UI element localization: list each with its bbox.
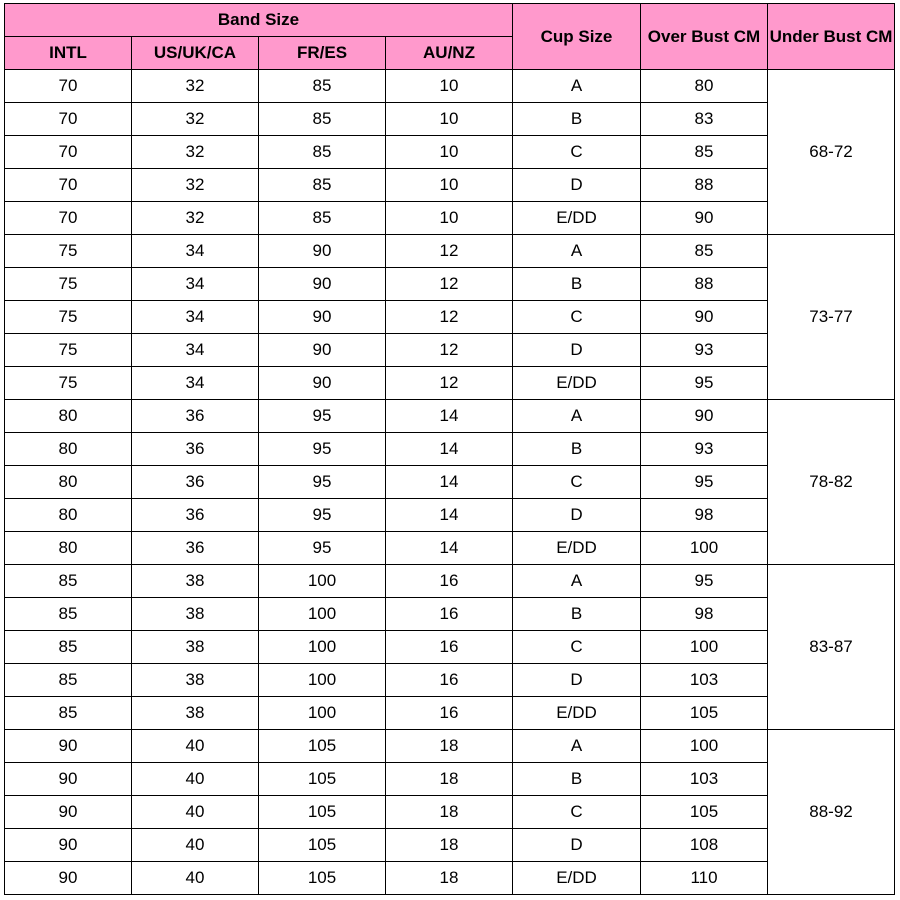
over-bust-cell: 88: [641, 169, 768, 202]
over-bust-cell: 103: [641, 763, 768, 796]
us-uk-ca-cell: 38: [132, 697, 259, 730]
intl-cell: 75: [5, 334, 132, 367]
table-row: [5, 466, 895, 499]
fr-es-cell: 85: [259, 136, 386, 169]
intl-cell: 85: [5, 565, 132, 598]
us-uk-ca-cell: 36: [132, 532, 259, 565]
table-row: [5, 598, 895, 631]
intl-header: INTL: [5, 37, 132, 70]
au-nz-cell: 16: [386, 664, 513, 697]
over-bust-cell: 80: [641, 70, 768, 103]
au-nz-cell: 18: [386, 829, 513, 862]
au-nz-cell: 14: [386, 433, 513, 466]
cup-size-cell: C: [513, 136, 641, 169]
us-uk-ca-cell: 32: [132, 136, 259, 169]
header-row-top: [5, 4, 895, 37]
over-bust-cell: 90: [641, 202, 768, 235]
cup-size-cell: E/DD: [513, 367, 641, 400]
au-nz-cell: 14: [386, 466, 513, 499]
size-chart-table: [4, 3, 895, 895]
fr-es-cell: 100: [259, 664, 386, 697]
fr-es-cell: 100: [259, 697, 386, 730]
au-nz-cell: 10: [386, 136, 513, 169]
under-bust-cell: 88-92: [768, 730, 895, 895]
intl-cell: 70: [5, 103, 132, 136]
table-row: [5, 433, 895, 466]
au-nz-cell: 12: [386, 367, 513, 400]
intl-cell: 90: [5, 763, 132, 796]
au-nz-cell: 14: [386, 499, 513, 532]
over-bust-cell: 105: [641, 697, 768, 730]
fr-es-cell: 105: [259, 763, 386, 796]
cup-size-cell: B: [513, 433, 641, 466]
table-row: [5, 268, 895, 301]
au-nz-cell: 16: [386, 697, 513, 730]
under-bust-cell: 83-87: [768, 565, 895, 730]
over-bust-header: Over Bust CM: [641, 4, 768, 70]
fr-es-cell: 100: [259, 565, 386, 598]
table-row: [5, 367, 895, 400]
us-uk-ca-cell: 34: [132, 367, 259, 400]
us-uk-ca-cell: 40: [132, 763, 259, 796]
table-row: [5, 763, 895, 796]
over-bust-cell: 103: [641, 664, 768, 697]
intl-cell: 85: [5, 664, 132, 697]
fr-es-cell: 95: [259, 400, 386, 433]
fr-es-cell: 105: [259, 862, 386, 895]
over-bust-cell: 100: [641, 532, 768, 565]
au-nz-cell: 12: [386, 334, 513, 367]
cup-size-cell: B: [513, 763, 641, 796]
cup-size-cell: D: [513, 664, 641, 697]
au-nz-cell: 12: [386, 268, 513, 301]
fr-es-header: FR/ES: [259, 37, 386, 70]
us-uk-ca-cell: 34: [132, 235, 259, 268]
au-nz-cell: 14: [386, 400, 513, 433]
cup-size-cell: E/DD: [513, 532, 641, 565]
over-bust-cell: 93: [641, 334, 768, 367]
over-bust-cell: 95: [641, 565, 768, 598]
table-row: [5, 829, 895, 862]
fr-es-cell: 100: [259, 598, 386, 631]
over-bust-cell: 85: [641, 136, 768, 169]
cup-size-cell: A: [513, 400, 641, 433]
au-nz-header: AU/NZ: [386, 37, 513, 70]
us-uk-ca-cell: 40: [132, 730, 259, 763]
au-nz-cell: 10: [386, 202, 513, 235]
cup-size-cell: D: [513, 499, 641, 532]
us-uk-ca-cell: 36: [132, 466, 259, 499]
under-bust-cell: 78-82: [768, 400, 895, 565]
table-row: [5, 697, 895, 730]
cup-size-header: Cup Size: [513, 4, 641, 70]
intl-cell: 75: [5, 301, 132, 334]
table-row: [5, 730, 895, 763]
table-row: [5, 136, 895, 169]
intl-cell: 85: [5, 631, 132, 664]
intl-cell: 70: [5, 169, 132, 202]
under-bust-cell: 68-72: [768, 70, 895, 235]
fr-es-cell: 105: [259, 796, 386, 829]
table-row: [5, 301, 895, 334]
us-uk-ca-cell: 40: [132, 862, 259, 895]
au-nz-cell: 10: [386, 103, 513, 136]
cup-size-cell: C: [513, 796, 641, 829]
us-uk-ca-cell: 36: [132, 499, 259, 532]
us-uk-ca-header: US/UK/CA: [132, 37, 259, 70]
over-bust-cell: 83: [641, 103, 768, 136]
fr-es-cell: 90: [259, 367, 386, 400]
fr-es-cell: 90: [259, 235, 386, 268]
cup-size-cell: A: [513, 235, 641, 268]
cup-size-cell: A: [513, 565, 641, 598]
intl-cell: 80: [5, 433, 132, 466]
over-bust-cell: 85: [641, 235, 768, 268]
table-row: [5, 499, 895, 532]
table-row: [5, 235, 895, 268]
table-row: [5, 862, 895, 895]
fr-es-cell: 100: [259, 631, 386, 664]
cup-size-cell: B: [513, 103, 641, 136]
table-row: [5, 631, 895, 664]
over-bust-cell: 105: [641, 796, 768, 829]
us-uk-ca-cell: 38: [132, 631, 259, 664]
table-row: [5, 565, 895, 598]
cup-size-cell: C: [513, 466, 641, 499]
intl-cell: 70: [5, 70, 132, 103]
fr-es-cell: 95: [259, 466, 386, 499]
over-bust-cell: 90: [641, 400, 768, 433]
cup-size-cell: B: [513, 598, 641, 631]
au-nz-cell: 18: [386, 862, 513, 895]
over-bust-cell: 110: [641, 862, 768, 895]
au-nz-cell: 12: [386, 235, 513, 268]
cup-size-cell: E/DD: [513, 862, 641, 895]
intl-cell: 80: [5, 532, 132, 565]
intl-cell: 75: [5, 268, 132, 301]
us-uk-ca-cell: 36: [132, 433, 259, 466]
fr-es-cell: 90: [259, 334, 386, 367]
us-uk-ca-cell: 34: [132, 301, 259, 334]
cup-size-cell: C: [513, 631, 641, 664]
us-uk-ca-cell: 34: [132, 334, 259, 367]
fr-es-cell: 105: [259, 829, 386, 862]
table-row: [5, 334, 895, 367]
table-row: [5, 796, 895, 829]
table-row: [5, 400, 895, 433]
intl-cell: 90: [5, 730, 132, 763]
intl-cell: 85: [5, 697, 132, 730]
fr-es-cell: 95: [259, 499, 386, 532]
over-bust-cell: 93: [641, 433, 768, 466]
over-bust-cell: 95: [641, 466, 768, 499]
us-uk-ca-cell: 38: [132, 565, 259, 598]
cup-size-cell: E/DD: [513, 697, 641, 730]
table-row: [5, 103, 895, 136]
intl-cell: 75: [5, 235, 132, 268]
fr-es-cell: 95: [259, 532, 386, 565]
intl-cell: 80: [5, 499, 132, 532]
cup-size-cell: C: [513, 301, 641, 334]
over-bust-cell: 108: [641, 829, 768, 862]
au-nz-cell: 18: [386, 730, 513, 763]
table-row: [5, 664, 895, 697]
fr-es-cell: 85: [259, 70, 386, 103]
table-row: [5, 169, 895, 202]
intl-cell: 70: [5, 136, 132, 169]
cup-size-cell: D: [513, 829, 641, 862]
table-body: [5, 70, 895, 895]
band-size-header: Band Size: [5, 4, 513, 37]
cup-size-cell: B: [513, 268, 641, 301]
fr-es-cell: 105: [259, 730, 386, 763]
au-nz-cell: 10: [386, 169, 513, 202]
cup-size-cell: A: [513, 730, 641, 763]
table-row: [5, 70, 895, 103]
fr-es-cell: 90: [259, 268, 386, 301]
over-bust-cell: 98: [641, 499, 768, 532]
intl-cell: 85: [5, 598, 132, 631]
intl-cell: 90: [5, 829, 132, 862]
au-nz-cell: 18: [386, 763, 513, 796]
us-uk-ca-cell: 32: [132, 202, 259, 235]
cup-size-cell: E/DD: [513, 202, 641, 235]
intl-cell: 75: [5, 367, 132, 400]
au-nz-cell: 18: [386, 796, 513, 829]
us-uk-ca-cell: 40: [132, 829, 259, 862]
over-bust-cell: 98: [641, 598, 768, 631]
fr-es-cell: 95: [259, 433, 386, 466]
table-row: [5, 532, 895, 565]
us-uk-ca-cell: 38: [132, 664, 259, 697]
cup-size-cell: D: [513, 334, 641, 367]
intl-cell: 70: [5, 202, 132, 235]
over-bust-cell: 95: [641, 367, 768, 400]
us-uk-ca-cell: 36: [132, 400, 259, 433]
over-bust-cell: 88: [641, 268, 768, 301]
over-bust-cell: 90: [641, 301, 768, 334]
au-nz-cell: 12: [386, 301, 513, 334]
table-header: [5, 4, 895, 70]
intl-cell: 90: [5, 796, 132, 829]
us-uk-ca-cell: 32: [132, 169, 259, 202]
us-uk-ca-cell: 40: [132, 796, 259, 829]
cup-size-cell: A: [513, 70, 641, 103]
under-bust-cell: 73-77: [768, 235, 895, 400]
au-nz-cell: 16: [386, 631, 513, 664]
us-uk-ca-cell: 38: [132, 598, 259, 631]
over-bust-cell: 100: [641, 631, 768, 664]
fr-es-cell: 85: [259, 169, 386, 202]
fr-es-cell: 85: [259, 103, 386, 136]
au-nz-cell: 10: [386, 70, 513, 103]
over-bust-cell: 100: [641, 730, 768, 763]
us-uk-ca-cell: 32: [132, 70, 259, 103]
intl-cell: 80: [5, 466, 132, 499]
under-bust-header: Under Bust CM: [768, 4, 895, 70]
fr-es-cell: 85: [259, 202, 386, 235]
fr-es-cell: 90: [259, 301, 386, 334]
au-nz-cell: 16: [386, 598, 513, 631]
au-nz-cell: 14: [386, 532, 513, 565]
us-uk-ca-cell: 32: [132, 103, 259, 136]
intl-cell: 80: [5, 400, 132, 433]
au-nz-cell: 16: [386, 565, 513, 598]
table-row: [5, 202, 895, 235]
intl-cell: 90: [5, 862, 132, 895]
cup-size-cell: D: [513, 169, 641, 202]
us-uk-ca-cell: 34: [132, 268, 259, 301]
